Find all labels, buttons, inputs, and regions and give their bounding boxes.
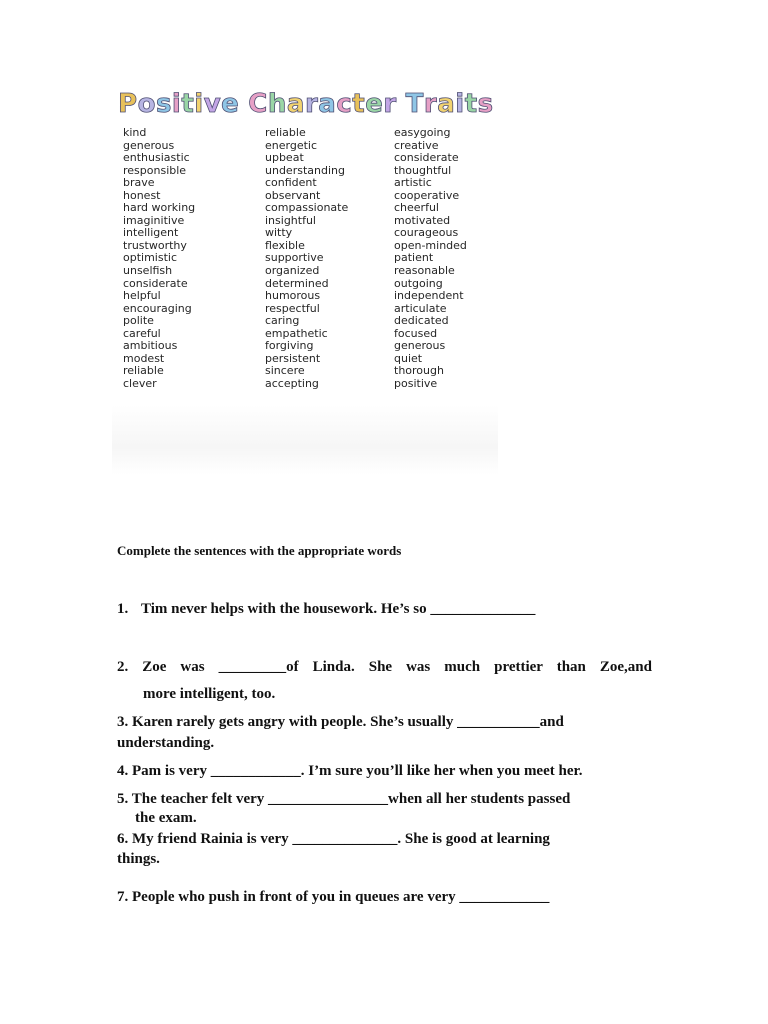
title-letter: T (405, 89, 424, 119)
sentence-6-line-1: 6. My friend Rainia is very ______________. She is good at learning (117, 831, 550, 847)
sentence-2-line-2: more intelligent, too. (143, 686, 276, 702)
sentence-5-line-2: the exam. (135, 810, 197, 826)
trait-word: confident (265, 176, 317, 190)
trait-word: reasonable (394, 264, 455, 278)
trait-word: empathetic (265, 326, 328, 340)
trait-word: helpful (123, 289, 161, 303)
title-letter: a (437, 89, 456, 119)
title-letter: c (336, 89, 353, 119)
sentence-1 (117, 599, 535, 619)
trait-word: kind (123, 126, 147, 139)
trait-word: quiet (394, 351, 423, 365)
title-space (397, 88, 406, 120)
traits-column-2 (265, 127, 397, 390)
trait-word: generous (123, 138, 175, 152)
traits-box-faded-area (112, 405, 498, 475)
trait-word: honest (123, 188, 161, 202)
trait-word: outgoing (394, 276, 443, 290)
trait-word: cooperative (394, 188, 460, 202)
sentence-6-line-2: things. (117, 851, 160, 867)
title-space (239, 88, 248, 120)
sentence-1-number: 1. (117, 601, 129, 617)
trait-word: modest (123, 351, 165, 365)
trait-word: organized (265, 264, 320, 278)
trait-word: trustworthy (123, 238, 187, 252)
title-letter: i (455, 89, 465, 119)
trait-word: responsible (123, 163, 187, 177)
trait-word: independent (394, 289, 464, 303)
trait-word: upbeat (265, 151, 304, 165)
title-letter: e (365, 89, 384, 119)
trait-word: patient (394, 251, 434, 265)
trait-word: energetic (265, 138, 318, 152)
trait-word: ambitious (123, 339, 178, 353)
trait-word: optimistic (123, 251, 178, 265)
trait-word: careful (123, 326, 161, 340)
trait-word: brave (123, 176, 155, 190)
trait-word: intelligent (123, 226, 179, 240)
trait-word: artistic (394, 176, 432, 190)
traits-column-1 (123, 127, 255, 390)
trait-word: hard working (123, 201, 196, 215)
trait-word: clever (123, 376, 157, 390)
trait-word: articulate (394, 301, 447, 315)
trait-word: understanding (265, 163, 345, 177)
trait-word: witty (265, 226, 293, 240)
title-letter: r (423, 89, 438, 119)
trait-word: flexible (265, 238, 305, 252)
title-letter: P (118, 89, 138, 119)
trait-word: compassionate (265, 201, 349, 215)
title-letter: i (194, 89, 204, 119)
trait-word: caring (265, 314, 300, 328)
instruction-text: Complete the sentences with the appropriate words (117, 543, 402, 558)
trait-word: accepting (265, 376, 319, 390)
trait-word: positive (394, 376, 438, 390)
traits-title (118, 88, 508, 122)
sentence-7: 7. People who push in front of you in queues are very ____________ (117, 889, 550, 905)
trait-word: unselfish (123, 264, 173, 278)
title-letter: a (318, 89, 337, 119)
trait-word: reliable (123, 364, 164, 378)
trait-word: creative (394, 138, 439, 152)
trait-word: considerate (394, 151, 459, 165)
trait-word: encouraging (123, 301, 192, 315)
title-letter: s (477, 89, 494, 119)
trait-word: easygoing (394, 126, 451, 139)
trait-word: observant (265, 188, 321, 202)
trait-word: sincere (265, 364, 305, 378)
sentence-1-text: Tim never helps with the housework. He’s so ______________ (141, 601, 536, 617)
trait-word: motivated (394, 213, 451, 227)
trait-word: considerate (123, 276, 188, 290)
title-letter: C (248, 89, 268, 119)
title-letter: e (221, 89, 240, 119)
trait-word: cheerful (394, 201, 439, 215)
trait-word: polite (123, 314, 154, 328)
title-letter: s (155, 89, 172, 119)
title-letter: t (352, 89, 366, 119)
title-letter: t (464, 89, 478, 119)
trait-word: focused (394, 326, 438, 340)
trait-word: dedicated (394, 314, 449, 328)
title-letter: t (181, 89, 195, 119)
trait-word: respectful (265, 301, 320, 315)
trait-word: open-minded (394, 238, 467, 252)
trait-word: enthusiastic (123, 151, 190, 165)
trait-word: humorous (265, 289, 321, 303)
title-letter: h (267, 89, 287, 119)
trait-word: reliable (265, 126, 306, 139)
trait-word: courageous (394, 226, 459, 240)
trait-word: supportive (265, 251, 324, 265)
trait-word: forgiving (265, 339, 314, 353)
trait-word: determined (265, 276, 329, 290)
title-letter: a (286, 89, 305, 119)
trait-word: thorough (394, 364, 444, 378)
sentence-2-line-1: 2. Zoe was _________of Linda. She was much prettier than Zoe,and (117, 659, 652, 675)
sentence-5-line-1: 5. The teacher felt very ________________when all her students passed (117, 791, 571, 807)
title-letter: r (304, 89, 319, 119)
traits-column-3 (394, 127, 526, 390)
trait-word: imaginitive (123, 213, 185, 227)
title-letter: v (203, 89, 222, 119)
sentence-3-line-1: 3. Karen rarely gets angry with people. She’s usually ___________and (117, 714, 564, 730)
title-letter: o (137, 89, 156, 119)
sentence-4: 4. Pam is very ____________. I’m sure you’ll like her when you meet her. (117, 763, 583, 779)
trait-word: insightful (265, 213, 316, 227)
title-letter: i (171, 89, 182, 119)
sentence-3-line-2: understanding. (117, 735, 215, 751)
title-letter: r (383, 89, 397, 119)
trait-word: persistent (265, 351, 321, 365)
trait-word: generous (394, 339, 446, 353)
trait-word: thoughtful (394, 163, 452, 177)
